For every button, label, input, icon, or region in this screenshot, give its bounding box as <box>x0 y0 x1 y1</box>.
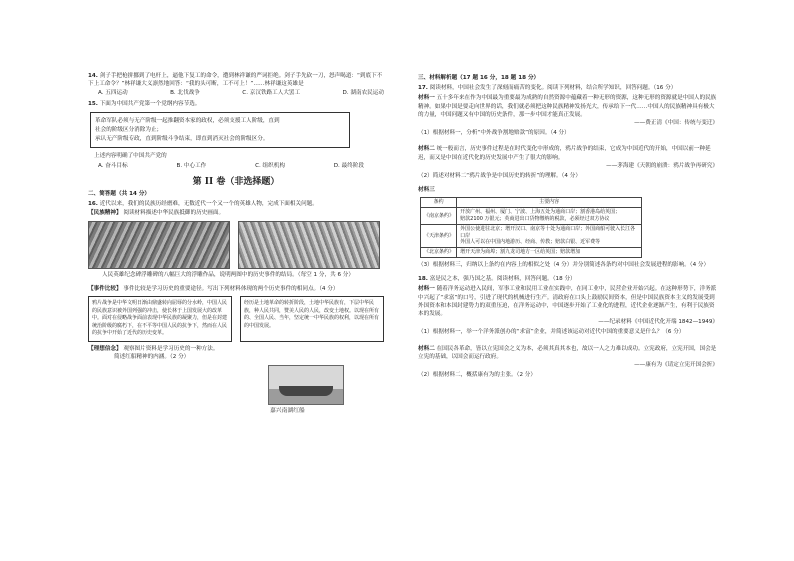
q17-material-2 <box>418 145 718 170</box>
question-17 <box>418 84 718 92</box>
question-number: 17. <box>418 85 428 92</box>
tag-label: 【理想信念】 <box>88 346 122 353</box>
option-c: C. 组织机构 <box>255 162 285 169</box>
question-18 <box>418 275 718 283</box>
treaty-name: 《北京条约》 <box>421 248 457 258</box>
option-c: C. 京汉铁路工人大罢工 <box>242 90 301 97</box>
tag-label: 【民族精神】 <box>88 210 122 217</box>
q18-ask-2: （2）根据材料二，概括康有为的主张。（2 分） <box>418 372 536 379</box>
material-label: 材料一 <box>418 95 435 102</box>
part-two-title: 第 II 卷（非选择题） <box>192 176 280 187</box>
option-b: B. 中心工作 <box>176 162 207 169</box>
material-source: ——费正清《中国：传统与变迁》 <box>634 120 718 127</box>
option-a: A. 五四运动 <box>98 90 128 97</box>
question-stem: 下面为中国共产党第一个党纲内容节选。 <box>99 100 201 107</box>
question-16 <box>88 200 384 208</box>
q17-ask-2: （2）简述对材料二“鸦片战争是中国历史的转折”的理解。（4 分） <box>418 173 581 180</box>
content-line: 增开天津为商埠；割九龙司地方一区给英国；赔款增加 <box>460 249 581 256</box>
question-number: 18. <box>418 276 428 283</box>
party-program-box <box>90 112 350 149</box>
relief-image-right <box>238 221 380 269</box>
question-14 <box>88 72 384 88</box>
content-line: 外国人可以在中国内地游历、经商、传教；赔款白银、近军费等 <box>460 239 601 246</box>
tag-text: 事件比较是学习历史的重要途径。写出下列材料体现的两个历史事件的相同点。（4 分） <box>123 285 339 292</box>
q17-material-1 <box>418 94 718 127</box>
compare-box-a: 鸦片战争是中华文明日渐由鼎盛转向屈辱的分水岭，中国人民的民族意识被外国列强的冲击，使长林于上国发展大的改革中。面对在侵略战争面前表现中华民族的凝聚力，但是在封建统治阶级的腐朽下，在不平等中国人民的抗争下，然而在人民的抗争中开始了近代的历史变革。 <box>88 296 232 342</box>
question-number: 15. <box>88 100 98 107</box>
q17-ask-3: （3）根据材料三，归纳以上条约在内容上的相似之处（4 分）并分别简述各条约对中国社会发展进程的影响。（4 分） <box>418 262 710 269</box>
ideal-belief-prompt <box>88 345 384 353</box>
material-source: ——康有为《请定立宪开国会折》 <box>634 362 718 369</box>
box-line: 革命军队必须与无产阶级一起推翻资本家的政权，必须支援工人阶级，直到 <box>95 117 280 124</box>
material-text: 在国民各革命，皆以立宪国会之义为本，必须其真其本也，故以一人之力难以成功。立宪政府，立宪开国，国会是立宪的基础，以国会而运行政府。 <box>418 345 717 360</box>
material-source: ——纪录材料《中国近代化开端 1842—1949》 <box>598 319 718 326</box>
option-d: D. 最终阶段 <box>333 162 364 169</box>
event-compare-prompt <box>88 285 384 293</box>
red-boat-caption: 嘉兴南湖红船 <box>270 408 305 415</box>
treaty-table <box>420 197 642 258</box>
option-b: B. 北伐战争 <box>170 90 200 97</box>
q17-ask-1: （1）根据材料一，分析“中外战争割地赔款”的原因。（4 分） <box>418 130 570 137</box>
table-row <box>421 224 642 247</box>
question-number: 14. <box>88 73 98 79</box>
treaty-name: 《天津条约》 <box>421 224 457 247</box>
box-line: 承认无产阶级专政，直到阶级斗争结束，即直到消灭社会的阶级区分。 <box>95 136 269 143</box>
relief-image-left <box>88 221 230 269</box>
content-line: 开放广州、福州、厦门、宁波、上海五处为通商口岸；割香港岛给英国； <box>460 209 621 216</box>
question-15-options <box>98 162 364 170</box>
compare-boxes <box>88 296 384 342</box>
material-text: 统一般而言，历史事件过程是在时代变化中形成的，鸦片战争的结束，它成为中国近代的开始，中国以前一种延迟，而又是中国在近代化的历史发展中产生了很大的影响。 <box>418 146 711 161</box>
material-label: 材料二 <box>418 345 435 352</box>
table-header-cell: 主要内容 <box>457 198 642 208</box>
national-spirit-prompt <box>88 209 384 217</box>
right-column <box>418 72 718 379</box>
table-header-cell: 条约 <box>421 198 457 208</box>
section-three-heading: 三、材料解析题（17 题 16 分，18 题 18 分） <box>418 75 540 81</box>
material-text: 五十多年来在作为中国最为重要最为成熟的自然资源中蕴藏着一种无形的资源，这种无形的资源就是中国人的民族精神。如果中国是要走向世界的话，我们就必须把这种民族精神发扬光大，传承给下一代……中国人的民族精神具有极大的力量，中国问题又有中国的历史条件，那一步中国才能真正发展。 <box>418 95 717 118</box>
treaty-content <box>457 208 642 225</box>
question-stem: 阅读材料，中国社会发生了深刻而痛苦的变化。阅读下列材料，结合所学知识，回答问题。（16 分） <box>429 85 677 92</box>
question-stem: 近代以来，我们的民族历经磨难，无数近代一个又一个的英雄人物，完成下面相关问题。 <box>99 201 318 208</box>
option-a: A. 奋斗目标 <box>98 162 128 169</box>
table-row <box>421 208 642 225</box>
tag-label: 【事件比较】 <box>88 285 122 292</box>
table-header-row <box>421 198 642 208</box>
treaty-name: 《南京条约》 <box>421 208 457 225</box>
q17-material-3-label: 材料三 <box>418 187 435 194</box>
tag-text: 阅读材料描述中华民族抵御的历史画面。 <box>123 210 225 217</box>
q18-ask-1: （1）根据材料一，举一个洋务派创办的“求富”企业，并简述该运动对近代中国的重要意义是什么？（6 分） <box>418 329 685 336</box>
material-text: 随着洋务运动进入民间，军事工业和民用工业在实践中，在同工业中，民营企业开始兴起。在这种形势下，洋务派中兴起了“求富”的口号，引进了现代的机械进行生产。清政府在口头上鼓励民间资本，但是中国民族资本主义的发展受到外国资本和本国封建势力的双重压迫，在洋务运动中，中国逐步开始了工业化的进程，近代企业逐渐产生，有利于民族资本的发展。 <box>418 286 717 318</box>
red-boat-image <box>268 365 344 405</box>
question-stem: 富是民之本，强乃国之基。阅读材料，回答问题。（18 分） <box>429 276 576 283</box>
question-15-ask: 上述内容明确了中国共产党的 <box>94 153 167 160</box>
material-label: 材料一 <box>418 286 435 293</box>
material-source: ——茅海建《天朝的崩溃：鸦片战争再研究》 <box>606 162 718 169</box>
q18-material-2 <box>418 345 718 370</box>
compare-box-b: 经历是土地革命的转折阶段，土地中华民族有，下层中华民族，种人民共同，赞美人民的人民，改变土地权。以现在所有的、全国人民、当年，坚定统一中华民族的权利，以现在所有的中国发展。 <box>240 296 384 342</box>
box-line: 社会的阶级区分消除为止； <box>95 127 163 134</box>
section-two-heading: 二、简答题（共 14 分） <box>88 191 151 198</box>
treaty-content <box>457 224 642 247</box>
question-15 <box>88 100 384 108</box>
question-number: 16. <box>88 201 98 208</box>
relief-images <box>88 221 384 269</box>
relief-note: 人民英雄纪念碑浮雕碑的八幅巨大的浮雕作品，说明两图中的历史事件的结局。（每空 1 分，共 6 分） <box>102 271 354 278</box>
left-column <box>88 72 384 416</box>
content-line: 赔款2100 万银元；英商进出口货物缴纳的税款，必须经过双方协议 <box>460 216 610 223</box>
ideal-belief-ask: 简述红船精神的内涵。（2 分） <box>114 354 190 361</box>
option-d: D. 湖南农民运动 <box>342 90 384 97</box>
question-stem: 剑子手把枪拼挪到了电杆上，逼他下复工的命令，遭到林祥谦的严词拒绝。剑子手先砍一刀，怒声喝道：“到底下不下上工命令？”林祥谦大义凛然地回答：“我的头可断，工不可上！”……林祥谦这英雄是 <box>88 73 383 88</box>
q18-material-1 <box>418 285 718 326</box>
material-label: 材料二 <box>418 146 435 153</box>
tag-text: 观察图片资料是学习历史的一种方法。 <box>123 346 219 353</box>
table-row <box>421 248 642 258</box>
treaty-content <box>457 248 642 258</box>
question-14-options <box>98 89 384 97</box>
content-line: 外国公使进驻北京；增开汉口、南京等十处为通商口岸；外国商船可驶入长江各口岸 <box>460 225 636 239</box>
